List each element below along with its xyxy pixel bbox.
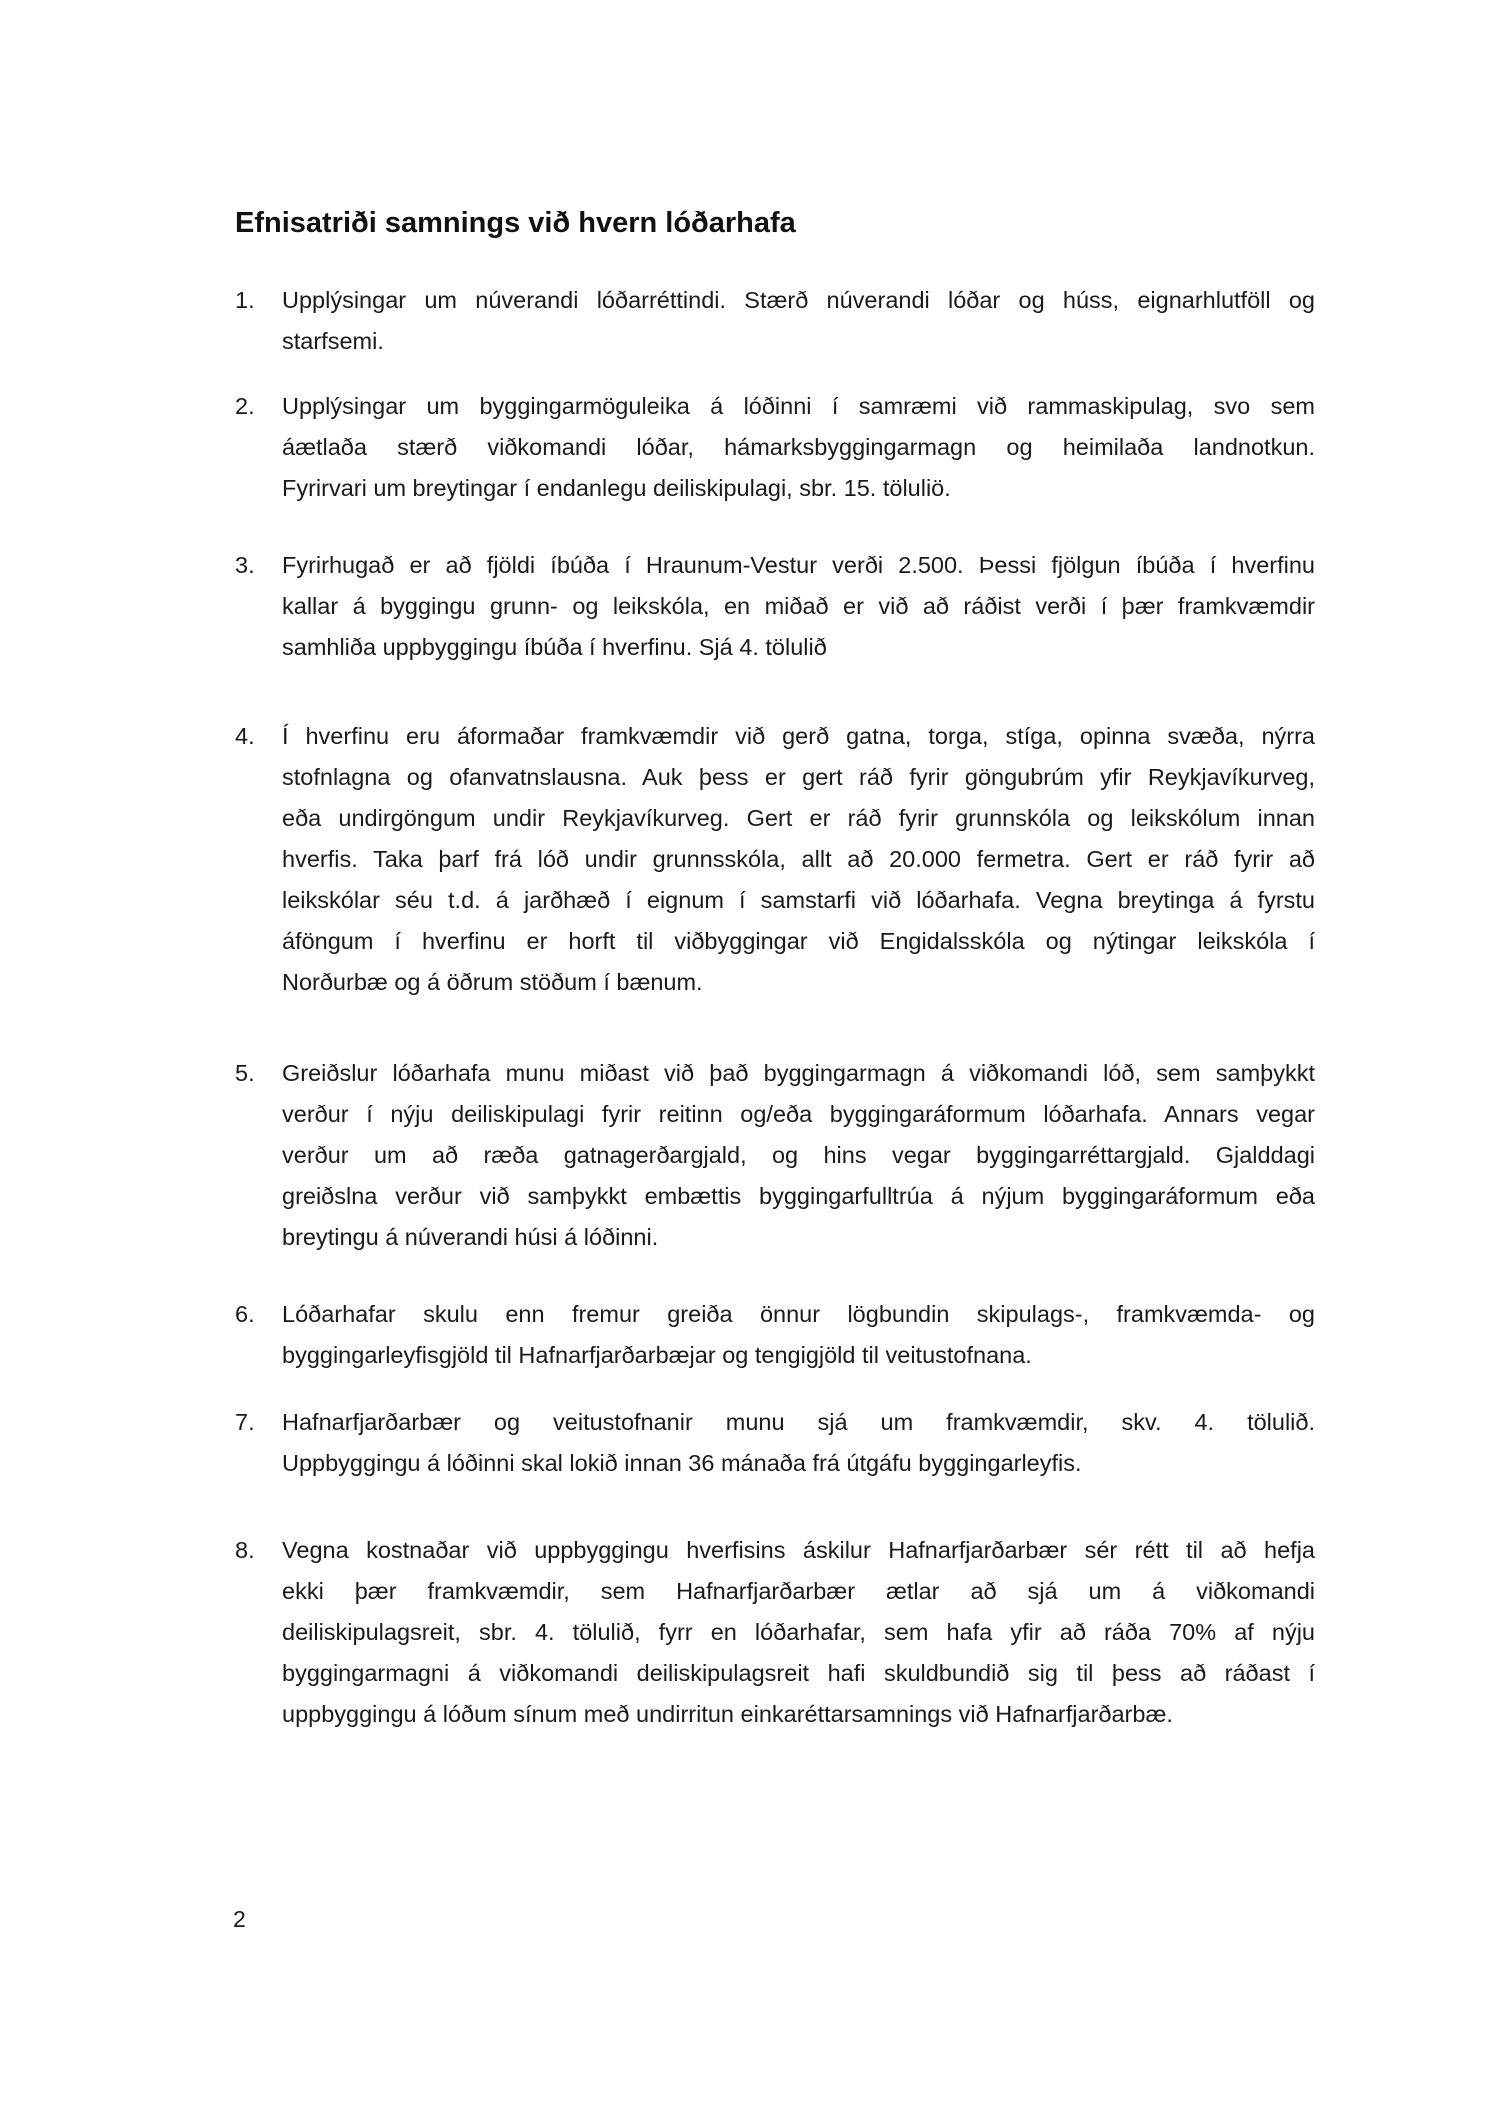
item-text [282, 386, 1315, 509]
text-line: Upplýsingar um byggingarmöguleika á lóðinni í samræmi við rammaskipulag, svo sem [282, 393, 1315, 419]
item-text [282, 1294, 1315, 1376]
text-line: verður í nýju deiliskipulagi fyrir reitinn og/eða byggingaráformum lóðarhafa. Annars vegar [282, 1101, 1315, 1127]
text-line: uppbyggingu á lóðum sínum með undirritun einkaréttarsamnings við Hafnarfjarðarbæ. [282, 1701, 1173, 1727]
page-number: 2 [233, 1906, 246, 1932]
text-line: breytingu á núverandi húsi á lóðinni. [282, 1224, 659, 1250]
text-line: kallar á byggingu grunn- og leikskóla, en miðað er við að ráðist verði í þær framkvæmdir [282, 593, 1315, 619]
text-line: verður um að ræða gatnagerðargjald, og hins vegar byggingarréttargjald. Gjalddagi [282, 1142, 1315, 1168]
item-text [282, 1402, 1315, 1484]
text-line: Hafnarfjarðarbær og veitustofnanir munu sjá um framkvæmdir, skv. 4. tölulið. [282, 1409, 1315, 1435]
text-line: deiliskipulagsreit, sbr. 4. tölulið, fyrr en lóðarhafar, sem hafa yfir að ráða 70% af nýju [282, 1619, 1315, 1645]
item-number: 8. [235, 1537, 255, 1563]
text-line: byggingarleyfisgjöld til Hafnarfjarðarbæjar og tengigjöld til veitustofnana. [282, 1342, 1032, 1368]
item-text [282, 716, 1315, 1003]
item-number: 3. [235, 552, 255, 578]
item-number: 2. [235, 393, 255, 419]
text-line: áætlaða stærð viðkomandi lóðar, hámarksbyggingarmagn og heimilaða landnotkun. [282, 434, 1315, 460]
item-text [282, 1530, 1315, 1735]
text-line: greiðslna verður við samþykkt embættis byggingarfulltrúa á nýjum byggingaráformum eða [282, 1183, 1315, 1209]
item-text [282, 545, 1315, 668]
list-item [235, 545, 1315, 668]
page-title: Efnisatriði samnings við hvern lóðarhafa [235, 207, 796, 239]
list-item [235, 1294, 1315, 1376]
text-line: áföngum í hverfinu er horft til viðbyggingar við Engidalsskóla og nýtingar leikskóla í [282, 928, 1315, 954]
item-text [282, 1053, 1315, 1258]
list-item [235, 1053, 1315, 1258]
text-line: ekki þær framkvæmdir, sem Hafnarfjarðarbær ætlar að sjá um á viðkomandi [282, 1578, 1315, 1604]
item-number: 5. [235, 1060, 255, 1086]
list-item [235, 280, 1315, 362]
item-number: 7. [235, 1409, 255, 1435]
text-line: Greiðslur lóðarhafa munu miðast við það byggingarmagn á viðkomandi lóð, sem samþykkt [282, 1060, 1315, 1086]
text-line: Fyrirhugað er að fjöldi íbúða í Hraunum-Vestur verði 2.500. Þessi fjölgun íbúða í hverfinu [282, 552, 1315, 578]
text-line: samhliða uppbyggingu íbúða í hverfinu. Sjá 4. tölulið [282, 634, 827, 660]
list-item [235, 386, 1315, 509]
text-line: Lóðarhafar skulu enn fremur greiða önnur lögbundin skipulags-, framkvæmda- og [282, 1301, 1315, 1327]
text-line: Upplýsingar um núverandi lóðarréttindi. Stærð núverandi lóðar og húss, eignarhlutföll og [282, 287, 1315, 313]
text-line: Norðurbæ og á öðrum stöðum í bænum. [282, 969, 703, 995]
text-line: starfsemi. [282, 328, 384, 354]
item-number: 1. [235, 287, 255, 313]
text-line: stofnlagna og ofanvatnslausna. Auk þess er gert ráð fyrir göngubrúm yfir Reykjavíkurveg, [282, 764, 1315, 790]
item-number: 4. [235, 723, 255, 749]
text-line: eða undirgöngum undir Reykjavíkurveg. Gert er ráð fyrir grunnskóla og leikskólum innan [282, 805, 1315, 831]
text-line: Í hverfinu eru áformaðar framkvæmdir við gerð gatna, torga, stíga, opinna svæða, nýrra [282, 723, 1315, 749]
text-line: byggingarmagni á viðkomandi deiliskipulagsreit hafi skuldbundið sig til þess að ráðast í [282, 1660, 1315, 1686]
list-item [235, 1530, 1315, 1735]
list-item [235, 1402, 1315, 1484]
text-line: Fyrirvari um breytingar í endanlegu deiliskipulagi, sbr. 15. töluliö. [282, 475, 951, 501]
item-number: 6. [235, 1301, 255, 1327]
text-line: Vegna kostnaðar við uppbyggingu hverfisins áskilur Hafnarfjarðarbær sér rétt til að hefja [282, 1537, 1315, 1563]
text-line: hverfis. Taka þarf frá lóð undir grunnsskóla, allt að 20.000 fermetra. Gert er ráð fyrir að [282, 846, 1315, 872]
item-text [282, 280, 1315, 362]
text-line: leikskólar séu t.d. á jarðhæð í eignum í samstarfi við lóðarhafa. Vegna breytinga á fyrstu [282, 887, 1315, 913]
text-line: Uppbyggingu á lóðinni skal lokið innan 36 mánaða frá útgáfu byggingarleyfis. [282, 1450, 1082, 1476]
list-item [235, 716, 1315, 1003]
